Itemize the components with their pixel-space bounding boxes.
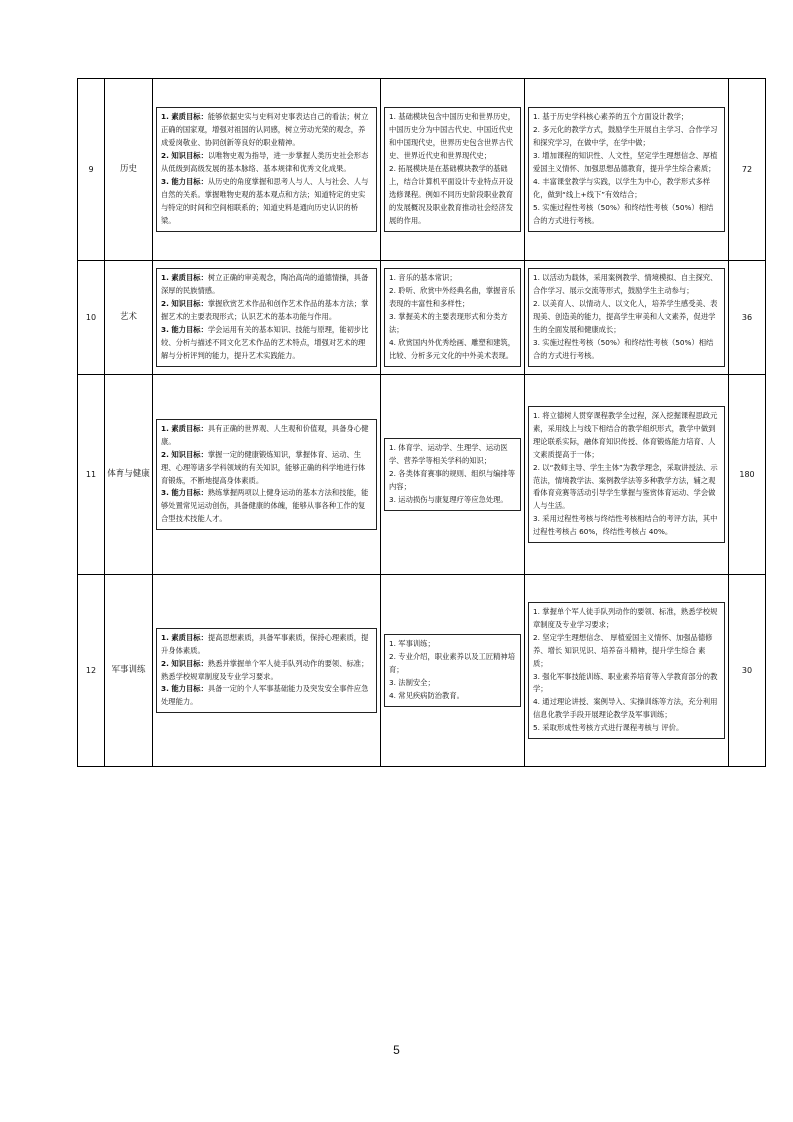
goal-item bbox=[161, 298, 372, 324]
table-row bbox=[78, 375, 766, 575]
course-hours: 180 bbox=[729, 375, 766, 575]
goal-text: 提高思想素质，具备军事素质，保持心理素质，提升身体素质。 bbox=[161, 632, 369, 655]
table-row bbox=[78, 575, 766, 767]
requirement-item: 3. 采用过程性考核与终结性考核相结合的考评方法，其中过程性考核占 60%，终结性考核占 40%。 bbox=[533, 514, 718, 537]
goal-item bbox=[161, 150, 372, 176]
goal-text: 具有正确的世界观、人生观和价值观，具备身心健康。 bbox=[161, 423, 369, 446]
goal-label: 2. 知识目标： bbox=[161, 449, 208, 459]
teaching-requirements bbox=[528, 268, 725, 366]
goal-text: 从历史的角度掌握和思考人与人、人与社会、人与自然的关系。掌握唯物史观的基本观点和方法；知道特定的史实与特定的时间和空间相联系的；知道史料是通向历史认识的桥梁。 bbox=[161, 176, 369, 225]
requirement-item: 3. 实施过程性考核（50%）和终结性考核（50%）相结合的方式进行考核。 bbox=[533, 337, 714, 360]
teaching-requirements-cell bbox=[525, 575, 729, 767]
course-content bbox=[384, 107, 521, 231]
goal-item bbox=[161, 176, 372, 228]
goal-item bbox=[161, 683, 372, 709]
goal-text: 树立正确的审美观念，陶冶高尚的道德情操，具备深厚的民族情感。 bbox=[161, 273, 369, 296]
course-table-body bbox=[78, 79, 766, 767]
row-number: 11 bbox=[78, 375, 105, 575]
teaching-requirements-cell bbox=[525, 261, 729, 375]
goal-label: 3. 能力目标： bbox=[161, 324, 208, 334]
content-item: 2. 专业介绍，职业素养以及工匠精神培育； bbox=[389, 652, 516, 675]
goal-text: 熟悉并掌握单个军人徒手队列动作的要领、标准；熟悉学校规章制度及专业学习要求。 bbox=[161, 658, 369, 681]
goal-label: 1. 素质目标： bbox=[161, 423, 208, 433]
goal-label: 3. 能力目标： bbox=[161, 684, 208, 694]
content-item: 2. 各类体育赛事的规则、组织与编排等内容； bbox=[389, 469, 516, 491]
course-hours: 30 bbox=[729, 575, 766, 767]
content-item: 1. 军事训练； bbox=[389, 639, 435, 649]
course-goals-cell bbox=[153, 575, 381, 767]
requirement-item: 3. 增加课程的知识性、人文性，坚定学生理想信念、厚植爱国主义情怀、加强思想品德教育，提升学生综合素质； bbox=[533, 151, 718, 174]
course-content-cell bbox=[381, 261, 525, 375]
content-item: 4. 常见疾病防治教育。 bbox=[389, 690, 464, 700]
requirement-item: 1. 掌握单个军人徒手队列动作的要领、标准，熟悉学校规章制度及专业学习要求； bbox=[533, 606, 718, 629]
course-goals-cell bbox=[153, 261, 381, 375]
course-content-cell bbox=[381, 575, 525, 767]
content-item: 2. 拓展模块是在基础模块教学的基础上，结合计算机平面设计专业特点开设选修课程。例如不同历史阶段职业教育的发展概况及职业教育推动社会经济发展的作用。 bbox=[389, 164, 514, 225]
course-hours: 36 bbox=[729, 261, 766, 375]
goal-text: 掌握一定的健康锻炼知识，掌握体育、运动、生理、心理等诸多学科领域的有关知识，能够正确的科学地进行体育锻炼，不断地提高身体素质。 bbox=[161, 449, 366, 485]
goal-item bbox=[161, 111, 372, 150]
goal-item bbox=[161, 423, 372, 449]
goal-text: 学会运用有关的基本知识、技能与原理，能初步比较、分析与描述不同文化艺术作品的艺术特点，增强对艺术的理解与分析评判的能力，提升艺术实践能力。 bbox=[161, 324, 369, 360]
page-number: 5 bbox=[393, 1043, 400, 1057]
course-content bbox=[384, 634, 521, 707]
goal-label: 1. 素质目标： bbox=[161, 112, 208, 122]
course-hours: 72 bbox=[729, 79, 766, 261]
requirement-item: 4. 通过理论讲授、案例导入、实操训练等方法，充分利用信息化教学手段开展理论教学及军事训练； bbox=[533, 697, 718, 720]
course-goals-cell bbox=[153, 79, 381, 261]
content-item: 2. 聆听、欣赏中外经典名曲，掌握音乐表现的丰富性和多样性； bbox=[389, 286, 516, 309]
course-content-cell bbox=[381, 375, 525, 575]
requirement-item: 4. 丰富课堂教学与实践，以学生为中心，教学形式多样化，做到“线上+线下”有效结合； bbox=[533, 176, 711, 199]
course-content-cell bbox=[381, 79, 525, 261]
row-number: 12 bbox=[78, 575, 105, 767]
goal-text: 具备一定的个人军事基础能力及突发安全事件应急处理能力。 bbox=[161, 684, 369, 707]
goal-item bbox=[161, 324, 372, 363]
teaching-requirements bbox=[528, 107, 725, 231]
course-goals-cell bbox=[153, 375, 381, 575]
requirement-item: 3. 强化军事技能训练、职业素养培育等入学教育部分的教 学； bbox=[533, 671, 718, 694]
requirement-item: 1. 基于历史学科核心素养的五个方面设计教学； bbox=[533, 112, 689, 122]
table-row bbox=[78, 261, 766, 375]
teaching-requirements-cell bbox=[525, 79, 729, 261]
content-item: 4. 欣赏国内外优秀绘画、雕塑和建筑，比较、分析多元文化的中外美术表现。 bbox=[389, 337, 516, 360]
course-name: 军事训练 bbox=[105, 575, 153, 767]
content-item: 1. 体育学、运动学、生理学、运动医学、营养学等相关学科的知识； bbox=[389, 443, 508, 466]
goal-label: 1. 素质目标： bbox=[161, 632, 208, 642]
course-goals bbox=[156, 628, 377, 713]
requirement-item: 1. 以活动为载体，采用案例教学、情境模拟、自主探究、合作学习、展示交流等形式，鼓励学生主动参与； bbox=[533, 273, 718, 296]
course-table bbox=[77, 78, 766, 767]
course-name: 体育与健康 bbox=[105, 375, 153, 575]
course-name: 历史 bbox=[105, 79, 153, 261]
goal-text: 能够依据史实与史料对史事表达自己的看法；树立正确的国家观，增强对祖国的认同感，树立劳动光荣的观念，养成爱岗敬业、协同创新等良好的职业精神。 bbox=[161, 112, 369, 148]
content-item: 1. 音乐的基本常识； bbox=[389, 273, 457, 283]
requirement-item: 5. 采取形成性考核方式进行课程考核与 评价。 bbox=[533, 723, 684, 733]
goal-item bbox=[161, 272, 372, 298]
row-number: 10 bbox=[78, 261, 105, 375]
table-row bbox=[78, 79, 766, 261]
goal-label: 3. 能力目标： bbox=[161, 176, 208, 186]
teaching-requirements-cell bbox=[525, 375, 729, 575]
goal-label: 2. 知识目标： bbox=[161, 299, 208, 309]
goal-item bbox=[161, 487, 372, 526]
goal-label: 2. 知识目标： bbox=[161, 151, 208, 161]
course-content bbox=[384, 438, 521, 511]
teaching-requirements bbox=[528, 602, 725, 739]
requirement-item: 2. 以美育人、以情动人、以文化人，培养学生感受美、表现美、创造美的能力，提高学生审美和人文素养，促进学生的全面发展和健康成长； bbox=[533, 299, 718, 334]
course-content bbox=[384, 268, 521, 366]
goal-label: 1. 素质目标： bbox=[161, 273, 208, 283]
goal-label: 2. 知识目标： bbox=[161, 658, 208, 668]
row-number: 9 bbox=[78, 79, 105, 261]
requirement-item: 2. 多元化的教学方式，鼓励学生开展自主学习、合作学习和探究学习，在做中学，在学中做； bbox=[533, 125, 718, 148]
course-goals bbox=[156, 419, 377, 530]
goal-text: 掌握欣赏艺术作品和创作艺术作品的基本方法；掌握艺术的主要表现形式；认识艺术的基本功能与作用。 bbox=[161, 299, 369, 322]
teaching-requirements bbox=[528, 406, 725, 543]
goal-item bbox=[161, 449, 372, 488]
requirement-item: 2. 坚定学生理想信念、 厚植爱国主义情怀、加强品德修养、增长 知识见识、培养奋斗精神，提升学生综合 素质； bbox=[533, 632, 713, 668]
requirement-item: 1. 将立德树人贯穿课程教学全过程，深入挖掘课程思政元素，采用线上与线下相结合的教学组织形式，教学中做到理论联系实际，融体育知识传授、体育锻炼能力培育、人文素质提高于一体； bbox=[533, 410, 718, 459]
content-item: 3. 法制安全； bbox=[389, 677, 435, 687]
goal-item bbox=[161, 658, 372, 684]
content-item: 1. 基础模块包含中国历史和世界历史，中国历史分为中国古代史、中国近代史和中国现代史，世界历史包含世界古代史、世界近代史和世界现代史； bbox=[389, 112, 516, 161]
goal-label: 3. 能力目标： bbox=[161, 488, 208, 498]
requirement-item: 5. 实施过程性考核（50%）和终结性考核（50%）相结合的方式进行考核。 bbox=[533, 202, 714, 225]
goal-text: 熟练掌握两项以上健身运动的基本方法和技能，能够处置常见运动创伤，具备健康的体魄，能够从事各种工作的复合型技术技能人才。 bbox=[161, 488, 369, 524]
goal-text: 以唯物史观为指导，进一步掌握人类历史社会形态从低级到高级发展的基本脉络、基本规律和优秀文化成果。 bbox=[161, 151, 369, 174]
course-goals bbox=[156, 107, 377, 231]
content-item: 3. 运动损伤与康复理疗等应急处理。 bbox=[389, 494, 508, 504]
course-goals bbox=[156, 268, 377, 366]
goal-item bbox=[161, 632, 372, 658]
content-item: 3. 掌握美术的主要表现形式和分类方法； bbox=[389, 312, 508, 334]
course-name: 艺术 bbox=[105, 261, 153, 375]
requirement-item: 2. 以“教师主导、学生主体”为教学理念，采取讲授法、示范法，情境教学法、案例教学法等多种教学方法，辅之观看体育竞赛等活动引导学生掌握与鉴赏体育运动、学会做人与生活。 bbox=[533, 462, 718, 511]
